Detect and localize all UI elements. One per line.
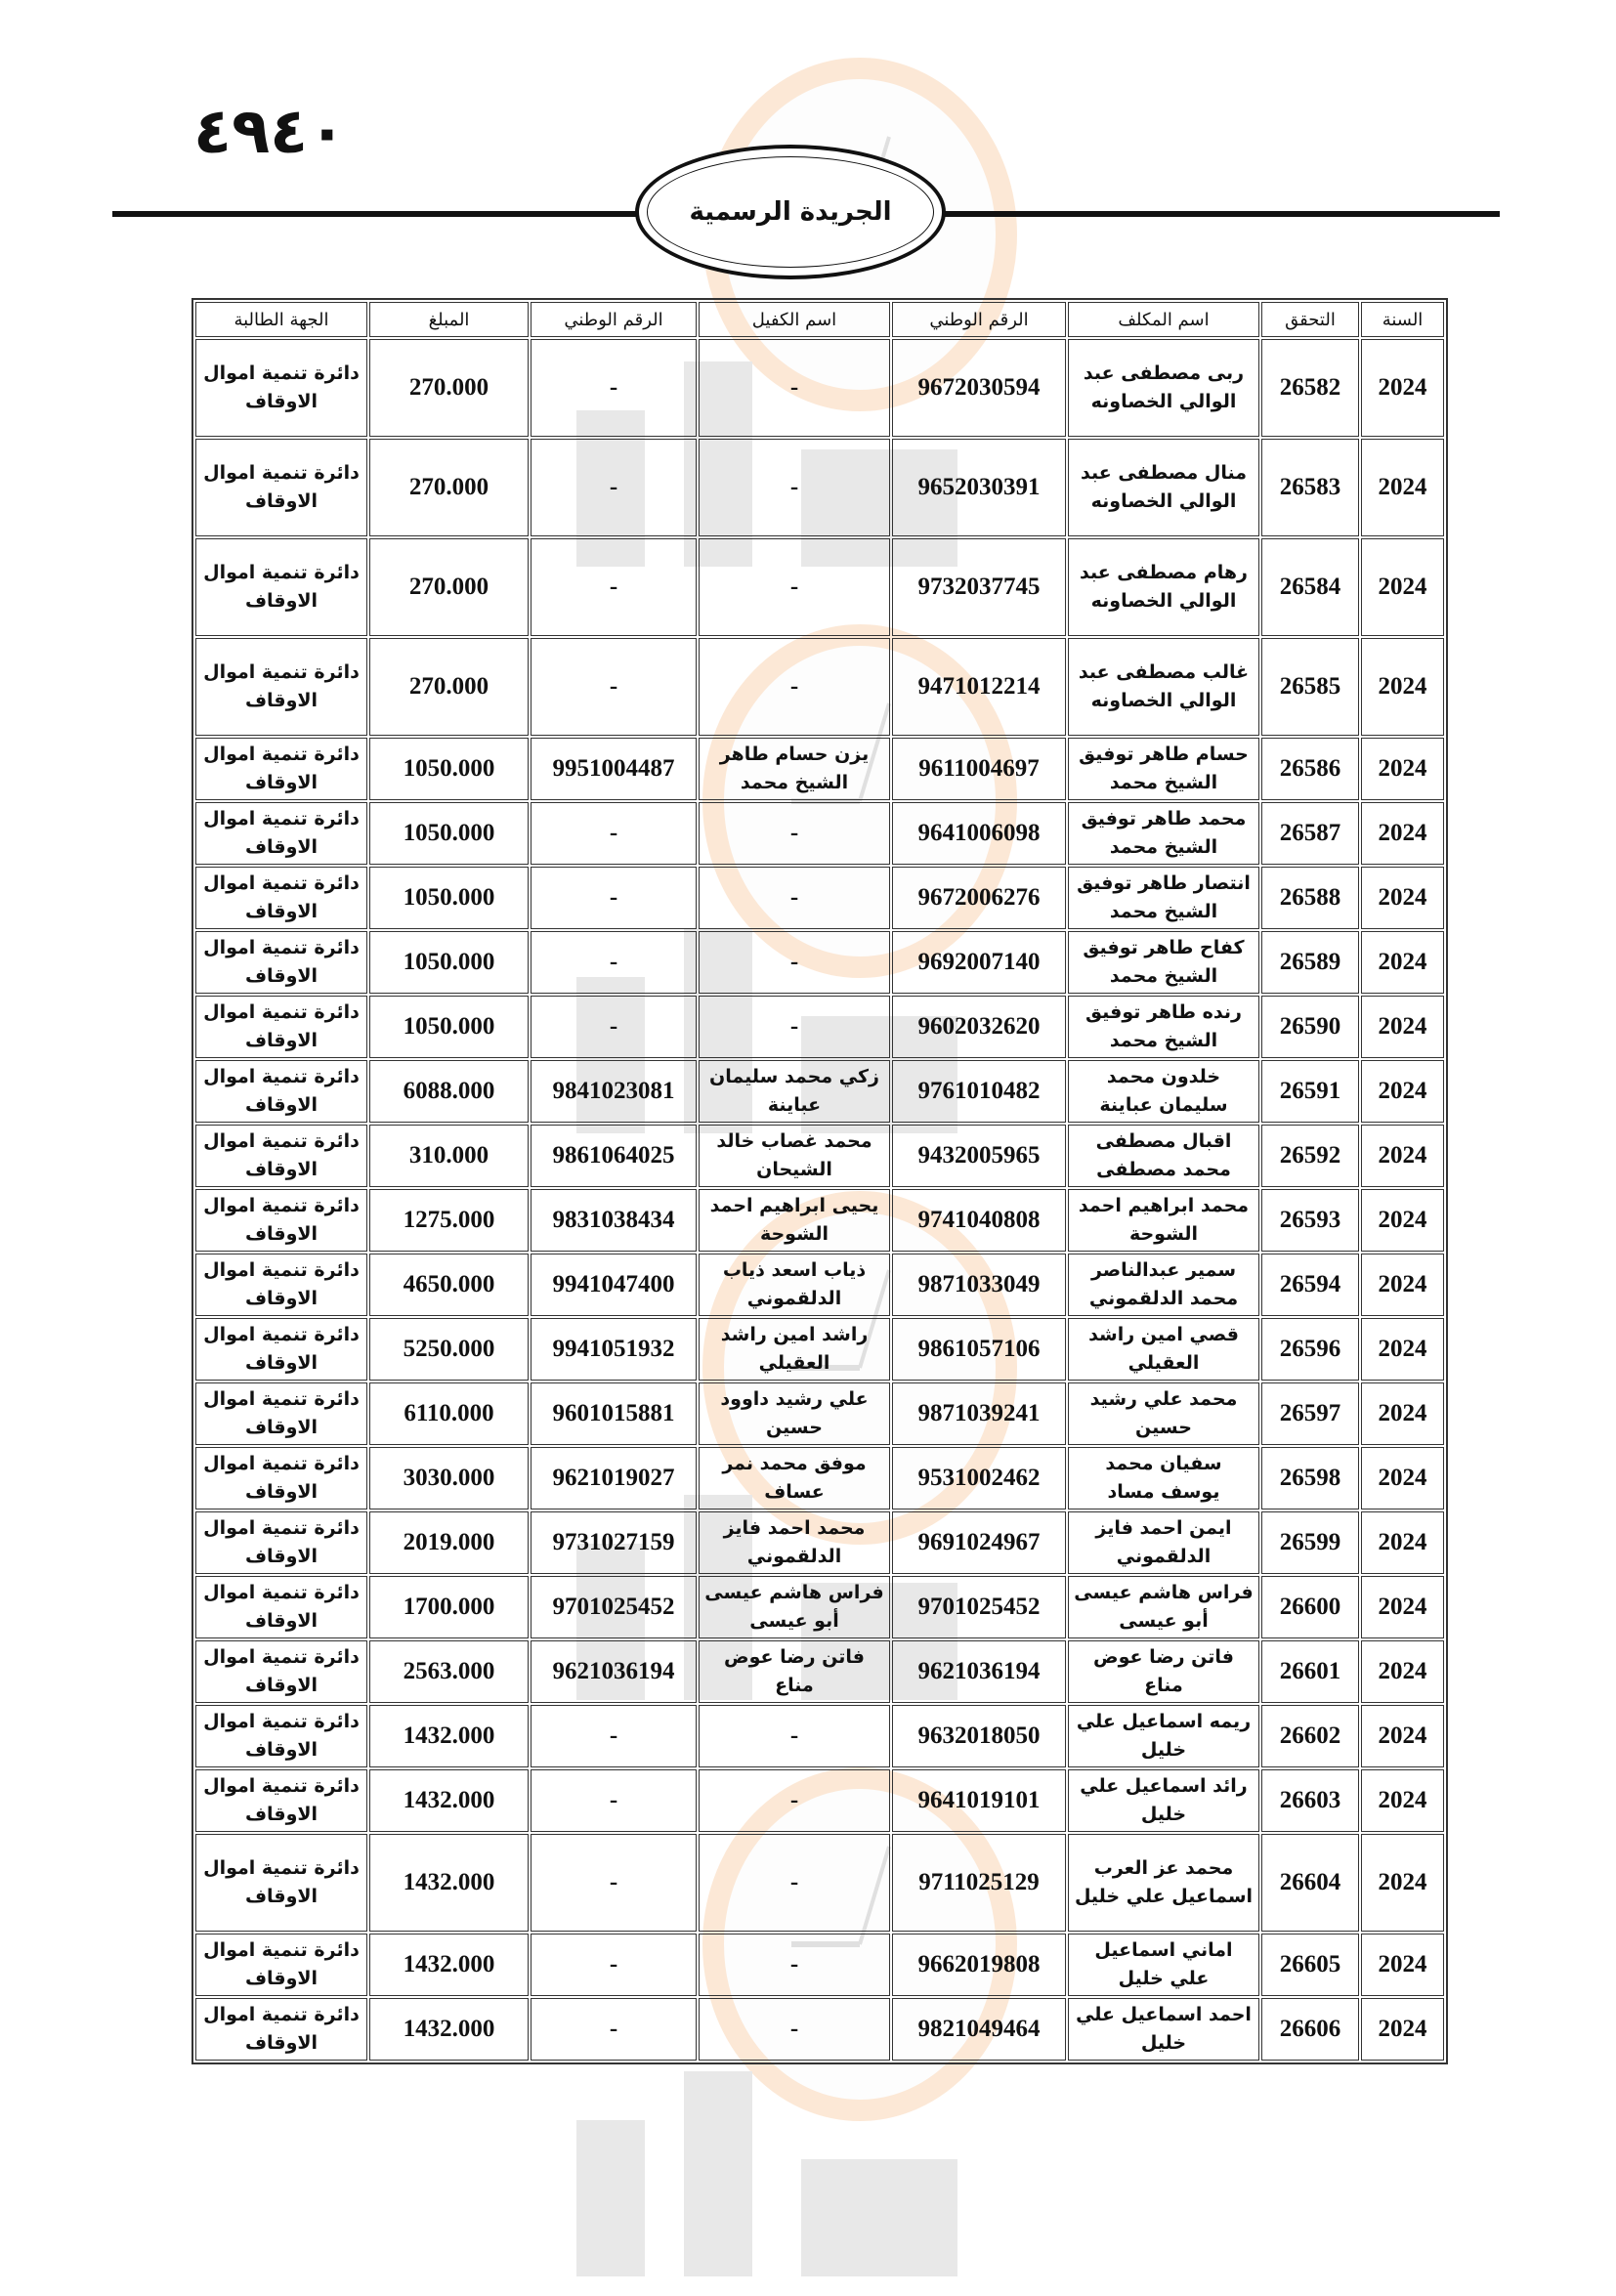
agency-cell: دائرة تنمية اموال الاوقاف	[195, 1640, 367, 1703]
ref-cell: 26582	[1261, 339, 1359, 437]
table-row	[195, 1769, 1444, 1832]
year-cell: 2024	[1361, 1769, 1444, 1832]
ref-cell: 26601	[1261, 1640, 1359, 1703]
guarantor-cell: -	[699, 802, 890, 865]
name-cell: قصي امين راشد العقيلي	[1068, 1318, 1259, 1381]
year-cell: 2024	[1361, 439, 1444, 536]
guarantor-cell: فراس هاشم عيسى أبو عيسى	[699, 1576, 890, 1638]
guarantor-cell: -	[699, 1705, 890, 1767]
table-row	[195, 1060, 1444, 1123]
national-id-cell: 9611004697	[892, 738, 1066, 800]
table-row	[195, 1511, 1444, 1574]
year-cell: 2024	[1361, 1834, 1444, 1932]
amount-cell: 270.000	[369, 538, 529, 636]
table-row	[195, 538, 1444, 636]
national-id-cell: 9621036194	[892, 1640, 1066, 1703]
agency-cell: دائرة تنمية اموال الاوقاف	[195, 1189, 367, 1252]
table-row	[195, 1447, 1444, 1509]
guarantor-national-id-cell: 9861064025	[531, 1125, 697, 1187]
table-row	[195, 339, 1444, 437]
ref-cell: 26586	[1261, 738, 1359, 800]
amount-cell: 1050.000	[369, 931, 529, 994]
gazette-title: الجريدة الرسمية	[689, 197, 892, 227]
amount-cell: 1432.000	[369, 1769, 529, 1832]
guarantor-national-id-cell: -	[531, 638, 697, 736]
amount-cell: 1432.000	[369, 1705, 529, 1767]
name-cell: محمد عز العرب اسماعيل علي خليل	[1068, 1834, 1259, 1932]
name-cell: كفاح طاهر توفيق الشيخ محمد	[1068, 931, 1259, 994]
agency-cell: دائرة تنمية اموال الاوقاف	[195, 1998, 367, 2061]
name-cell: محمد علي رشيد حسين	[1068, 1382, 1259, 1445]
agency-cell: دائرة تنمية اموال الاوقاف	[195, 439, 367, 536]
guarantor-cell: موفق محمد نمر عساف	[699, 1447, 890, 1509]
amount-cell: 1050.000	[369, 738, 529, 800]
amount-cell: 3030.000	[369, 1447, 529, 1509]
amount-cell: 1700.000	[369, 1576, 529, 1638]
name-cell: خلدون محمد سليمان عباينة	[1068, 1060, 1259, 1123]
amount-cell: 2563.000	[369, 1640, 529, 1703]
guarantor-national-id-cell: -	[531, 1705, 697, 1767]
agency-cell: دائرة تنمية اموال الاوقاف	[195, 1254, 367, 1316]
agency-cell: دائرة تنمية اموال الاوقاف	[195, 638, 367, 736]
name-cell: ايمن احمد فايز الدلقموني	[1068, 1511, 1259, 1574]
table-row	[195, 1640, 1444, 1703]
year-cell: 2024	[1361, 1382, 1444, 1445]
guarantor-cell: -	[699, 1769, 890, 1832]
national-id-cell: 9732037745	[892, 538, 1066, 636]
national-id-cell: 9662019808	[892, 1934, 1066, 1996]
table-row	[195, 802, 1444, 865]
guarantor-national-id-cell: -	[531, 867, 697, 929]
table-row	[195, 1254, 1444, 1316]
national-id-cell: 9871039241	[892, 1382, 1066, 1445]
ref-cell: 26590	[1261, 996, 1359, 1058]
national-id-cell: 9471012214	[892, 638, 1066, 736]
agency-cell: دائرة تنمية اموال الاوقاف	[195, 802, 367, 865]
table-row	[195, 1834, 1444, 1932]
agency-cell: دائرة تنمية اموال الاوقاف	[195, 1576, 367, 1638]
year-cell: 2024	[1361, 1934, 1444, 1996]
guarantor-cell: -	[699, 931, 890, 994]
amount-cell: 310.000	[369, 1125, 529, 1187]
guarantor-national-id-cell: 9941047400	[531, 1254, 697, 1316]
year-cell: 2024	[1361, 996, 1444, 1058]
name-cell: ريمه اسماعيل علي خليل	[1068, 1705, 1259, 1767]
guarantor-national-id-cell: -	[531, 802, 697, 865]
agency-cell: دائرة تنمية اموال الاوقاف	[195, 339, 367, 437]
agency-cell: دائرة تنمية اموال الاوقاف	[195, 538, 367, 636]
amount-cell: 1432.000	[369, 1934, 529, 1996]
guarantor-cell: -	[699, 1834, 890, 1932]
year-cell: 2024	[1361, 1318, 1444, 1381]
table-header-row	[195, 302, 1444, 337]
ref-cell: 26585	[1261, 638, 1359, 736]
ref-cell: 26604	[1261, 1834, 1359, 1932]
national-id-cell: 9761010482	[892, 1060, 1066, 1123]
name-cell: رهام مصطفى عبد الوالي الخصاونه	[1068, 538, 1259, 636]
amount-cell: 270.000	[369, 339, 529, 437]
table-row	[195, 638, 1444, 736]
national-id-cell: 9741040808	[892, 1189, 1066, 1252]
name-cell: فاتن رضا عوض مناع	[1068, 1640, 1259, 1703]
national-id-cell: 9821049464	[892, 1998, 1066, 2061]
guarantor-cell: يزن حسام طاهر الشيخ محمد	[699, 738, 890, 800]
table-row	[195, 1998, 1444, 2061]
gazette-title-oval	[635, 145, 946, 279]
guarantor-national-id-cell: 9951004487	[531, 738, 697, 800]
col-header-year: السنة	[1361, 302, 1444, 337]
guarantor-cell: زكي محمد سليمان عباينة	[699, 1060, 890, 1123]
amount-cell: 4650.000	[369, 1254, 529, 1316]
guarantor-national-id-cell: -	[531, 1934, 697, 1996]
national-id-cell: 9861057106	[892, 1318, 1066, 1381]
year-cell: 2024	[1361, 1060, 1444, 1123]
amount-cell: 1275.000	[369, 1189, 529, 1252]
amount-cell: 1050.000	[369, 867, 529, 929]
amount-cell: 270.000	[369, 439, 529, 536]
table-row	[195, 1189, 1444, 1252]
year-cell: 2024	[1361, 738, 1444, 800]
guarantor-cell: -	[699, 638, 890, 736]
guarantor-cell: -	[699, 1934, 890, 1996]
guarantor-cell: علي رشيد داوود حسين	[699, 1382, 890, 1445]
year-cell: 2024	[1361, 1254, 1444, 1316]
agency-cell: دائرة تنمية اموال الاوقاف	[195, 867, 367, 929]
amount-cell: 270.000	[369, 638, 529, 736]
name-cell: انتصار طاهر توفيق الشيخ محمد	[1068, 867, 1259, 929]
ref-cell: 26599	[1261, 1511, 1359, 1574]
ref-cell: 26587	[1261, 802, 1359, 865]
table-row	[195, 1934, 1444, 1996]
guarantor-national-id-cell: -	[531, 996, 697, 1058]
table-row	[195, 738, 1444, 800]
guarantor-national-id-cell: -	[531, 1834, 697, 1932]
year-cell: 2024	[1361, 1511, 1444, 1574]
year-cell: 2024	[1361, 339, 1444, 437]
name-cell: فراس هاشم عيسى أبو عيسى	[1068, 1576, 1259, 1638]
agency-cell: دائرة تنمية اموال الاوقاف	[195, 1060, 367, 1123]
guarantor-national-id-cell: 9831038434	[531, 1189, 697, 1252]
ref-cell: 26602	[1261, 1705, 1359, 1767]
guarantor-national-id-cell: 9621036194	[531, 1640, 697, 1703]
ref-cell: 26583	[1261, 439, 1359, 536]
guarantor-cell: -	[699, 867, 890, 929]
amount-cell: 1050.000	[369, 802, 529, 865]
agency-cell: دائرة تنمية اموال الاوقاف	[195, 1934, 367, 1996]
ref-cell: 26606	[1261, 1998, 1359, 2061]
guarantor-national-id-cell: 9601015881	[531, 1382, 697, 1445]
col-header-guarantor: اسم الكفيل	[699, 302, 890, 337]
year-cell: 2024	[1361, 1640, 1444, 1703]
year-cell: 2024	[1361, 1705, 1444, 1767]
guarantor-cell: محمد احمد فايز الدلقموني	[699, 1511, 890, 1574]
col-header-national-id: الرقم الوطني	[892, 302, 1066, 337]
name-cell: غالب مصطفى عبد الوالي الخصاونه	[1068, 638, 1259, 736]
amount-cell: 6110.000	[369, 1382, 529, 1445]
ref-cell: 26596	[1261, 1318, 1359, 1381]
year-cell: 2024	[1361, 1576, 1444, 1638]
table-row	[195, 1382, 1444, 1445]
ref-cell: 26600	[1261, 1576, 1359, 1638]
amount-cell: 1432.000	[369, 1998, 529, 2061]
guarantor-cell: فاتن رضا عوض مناع	[699, 1640, 890, 1703]
name-cell: سمير عبدالناصر محمد الدلقموني	[1068, 1254, 1259, 1316]
national-id-cell: 9641006098	[892, 802, 1066, 865]
guarantor-cell: -	[699, 996, 890, 1058]
col-header-ref: التحقق	[1261, 302, 1359, 337]
year-cell: 2024	[1361, 931, 1444, 994]
table-row	[195, 1318, 1444, 1381]
year-cell: 2024	[1361, 867, 1444, 929]
name-cell: حسام طاهر توفيق الشيخ محمد	[1068, 738, 1259, 800]
national-id-cell: 9432005965	[892, 1125, 1066, 1187]
guarantor-national-id-cell: 9841023081	[531, 1060, 697, 1123]
col-header-amount: المبلغ	[369, 302, 529, 337]
amount-cell: 2019.000	[369, 1511, 529, 1574]
table-row	[195, 439, 1444, 536]
name-cell: ربى مصطفى عبد الوالي الخصاونه	[1068, 339, 1259, 437]
agency-cell: دائرة تنمية اموال الاوقاف	[195, 931, 367, 994]
year-cell: 2024	[1361, 1125, 1444, 1187]
table-row	[195, 1125, 1444, 1187]
guarantor-national-id-cell: 9941051932	[531, 1318, 697, 1381]
guarantor-national-id-cell: -	[531, 1769, 697, 1832]
guarantor-national-id-cell: -	[531, 339, 697, 437]
guarantor-national-id-cell: -	[531, 1998, 697, 2061]
col-header-name: اسم المكلف	[1068, 302, 1259, 337]
year-cell: 2024	[1361, 538, 1444, 636]
page-number: ٤٩٤٠	[193, 96, 347, 168]
table-row	[195, 867, 1444, 929]
year-cell: 2024	[1361, 1189, 1444, 1252]
ref-cell: 26593	[1261, 1189, 1359, 1252]
agency-cell: دائرة تنمية اموال الاوقاف	[195, 1769, 367, 1832]
agency-cell: دائرة تنمية اموال الاوقاف	[195, 1834, 367, 1932]
agency-cell: دائرة تنمية اموال الاوقاف	[195, 1382, 367, 1445]
name-cell: رنده طاهر توفيق الشيخ محمد	[1068, 996, 1259, 1058]
name-cell: رائد اسماعيل علي خليل	[1068, 1769, 1259, 1832]
guarantor-cell: -	[699, 538, 890, 636]
ref-cell: 26594	[1261, 1254, 1359, 1316]
ref-cell: 26584	[1261, 538, 1359, 636]
guarantor-cell: ذياب اسعد ذياب الدلقموني	[699, 1254, 890, 1316]
national-id-cell: 9652030391	[892, 439, 1066, 536]
table-row	[195, 1705, 1444, 1767]
national-id-cell: 9672030594	[892, 339, 1066, 437]
amount-cell: 6088.000	[369, 1060, 529, 1123]
agency-cell: دائرة تنمية اموال الاوقاف	[195, 1447, 367, 1509]
amount-cell: 1050.000	[369, 996, 529, 1058]
agency-cell: دائرة تنمية اموال الاوقاف	[195, 1511, 367, 1574]
amount-cell: 1432.000	[369, 1834, 529, 1932]
agency-cell: دائرة تنمية اموال الاوقاف	[195, 1318, 367, 1381]
name-cell: منال مصطفى عبد الوالي الخصاونه	[1068, 439, 1259, 536]
name-cell: محمد ابراهيم احمد الشوحة	[1068, 1189, 1259, 1252]
national-id-cell: 9672006276	[892, 867, 1066, 929]
guarantor-national-id-cell: -	[531, 931, 697, 994]
national-id-cell: 9692007140	[892, 931, 1066, 994]
ref-cell: 26605	[1261, 1934, 1359, 1996]
guarantor-cell: -	[699, 1998, 890, 2061]
guarantor-national-id-cell: 9621019027	[531, 1447, 697, 1509]
name-cell: اقبال مصطفى محمد مصطفى	[1068, 1125, 1259, 1187]
national-id-cell: 9632018050	[892, 1705, 1066, 1767]
guarantor-national-id-cell: -	[531, 538, 697, 636]
amount-cell: 5250.000	[369, 1318, 529, 1381]
ref-cell: 26591	[1261, 1060, 1359, 1123]
national-id-cell: 9691024967	[892, 1511, 1066, 1574]
guarantor-cell: راشد امين راشد العقيلي	[699, 1318, 890, 1381]
ref-cell: 26597	[1261, 1382, 1359, 1445]
guarantor-cell: محمد غصاب خالد الشيحان	[699, 1125, 890, 1187]
name-cell: احمد اسماعيل علي خليل	[1068, 1998, 1259, 2061]
national-id-cell: 9701025452	[892, 1576, 1066, 1638]
ref-cell: 26592	[1261, 1125, 1359, 1187]
col-header-agency: الجهة الطالبة	[195, 302, 367, 337]
guarantor-national-id-cell: -	[531, 439, 697, 536]
table-row	[195, 996, 1444, 1058]
table-row	[195, 931, 1444, 994]
year-cell: 2024	[1361, 638, 1444, 736]
national-id-cell: 9531002462	[892, 1447, 1066, 1509]
ref-cell: 26589	[1261, 931, 1359, 994]
national-id-cell: 9602032620	[892, 996, 1066, 1058]
name-cell: محمد طاهر توفيق الشيخ محمد	[1068, 802, 1259, 865]
debtors-table	[191, 298, 1448, 2064]
agency-cell: دائرة تنمية اموال الاوقاف	[195, 996, 367, 1058]
agency-cell: دائرة تنمية اموال الاوقاف	[195, 738, 367, 800]
agency-cell: دائرة تنمية اموال الاوقاف	[195, 1125, 367, 1187]
year-cell: 2024	[1361, 1447, 1444, 1509]
national-id-cell: 9711025129	[892, 1834, 1066, 1932]
guarantor-cell: -	[699, 339, 890, 437]
name-cell: اماني اسماعيل علي خليل	[1068, 1934, 1259, 1996]
col-header-guarantor-national-id: الرقم الوطني	[531, 302, 697, 337]
year-cell: 2024	[1361, 1998, 1444, 2061]
ref-cell: 26598	[1261, 1447, 1359, 1509]
table-row	[195, 1576, 1444, 1638]
guarantor-cell: -	[699, 439, 890, 536]
ref-cell: 26588	[1261, 867, 1359, 929]
name-cell: سفيان محمد يوسف مساد	[1068, 1447, 1259, 1509]
guarantor-cell: يحيى ابراهيم احمد الشوحة	[699, 1189, 890, 1252]
national-id-cell: 9641019101	[892, 1769, 1066, 1832]
agency-cell: دائرة تنمية اموال الاوقاف	[195, 1705, 367, 1767]
year-cell: 2024	[1361, 802, 1444, 865]
guarantor-national-id-cell: 9701025452	[531, 1576, 697, 1638]
guarantor-national-id-cell: 9731027159	[531, 1511, 697, 1574]
ref-cell: 26603	[1261, 1769, 1359, 1832]
national-id-cell: 9871033049	[892, 1254, 1066, 1316]
